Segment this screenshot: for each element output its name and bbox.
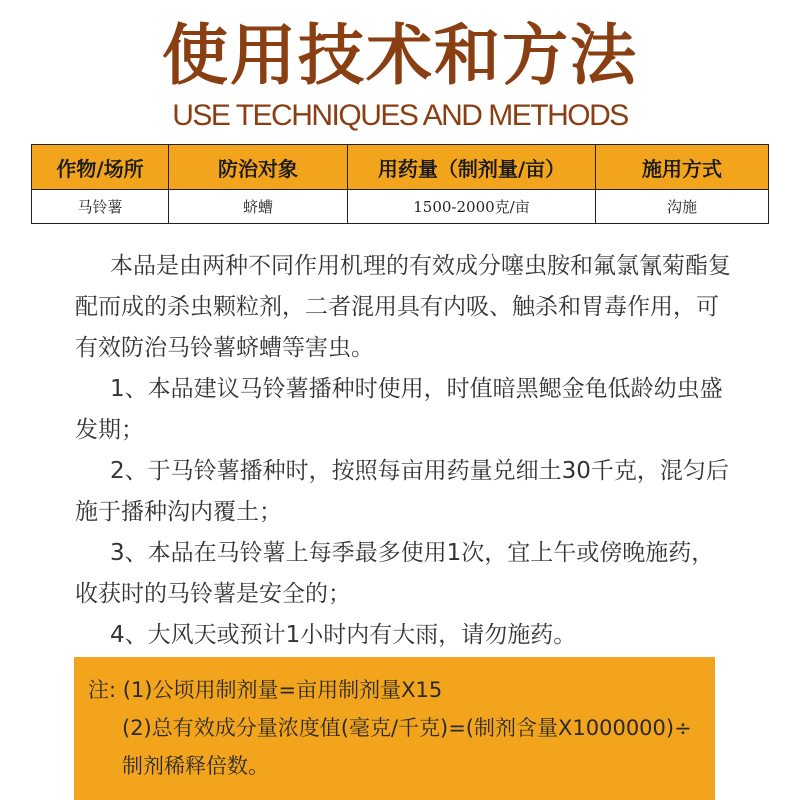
- table-cell-method: 沟施: [596, 190, 769, 224]
- note-box: [74, 657, 715, 800]
- table-header-dosage: 用药量（制剂量/亩）: [348, 145, 596, 190]
- page-title: 使用技术和方法: [162, 17, 638, 94]
- instruction-item-4: 4、大风天或预计1小时内有大雨，请勿施药。: [110, 622, 577, 648]
- intro-paragraph: 本品是由两种不同作用机理的有效成分噻虫胺和氟氯氰菊酯复配而成的杀虫颗粒剂，二者混用具有内吸、触杀和胃毒作用，可有效防治马铃薯蛴螬等害虫。: [75, 253, 731, 361]
- table-cell-target: 蛴螬: [169, 190, 348, 224]
- note-line-2: (2)总有效成分量浓度值(毫克/千克)=(制剂含量X1000000)÷: [122, 716, 692, 740]
- page-subtitle: USE TECHNIQUES AND METHODS: [172, 99, 628, 132]
- table-cell-crop: 马铃薯: [32, 190, 169, 224]
- table-header-row: [32, 145, 769, 190]
- note-line-3: 制剂稀释倍数。: [122, 754, 269, 778]
- instruction-item-1: 1、本品建议马铃薯播种时使用，时值暗黑鳃金龟低龄幼虫盛发期；: [75, 376, 723, 443]
- instruction-item-3: 3、本品在马铃薯上每季最多使用1次，宜上午或傍晚施药，收获时的马铃薯是安全的；: [75, 540, 715, 607]
- instruction-item-2: 2、于马铃薯播种时，按照每亩用药量兑细土30千克，混匀后施于播种沟内覆土；: [75, 458, 729, 525]
- table-header-method: 施用方式: [596, 145, 769, 190]
- usage-instructions: [75, 246, 735, 656]
- usage-table: [31, 144, 769, 224]
- table-cell-dosage: 1500-2000克/亩: [348, 190, 596, 224]
- table-header-target: 防治对象: [169, 145, 348, 190]
- table-row: [32, 190, 769, 224]
- note-line-1: 注: (1)公顷用制剂量=亩用制剂量X15: [88, 678, 443, 702]
- table-header-crop: 作物/场所: [32, 145, 169, 190]
